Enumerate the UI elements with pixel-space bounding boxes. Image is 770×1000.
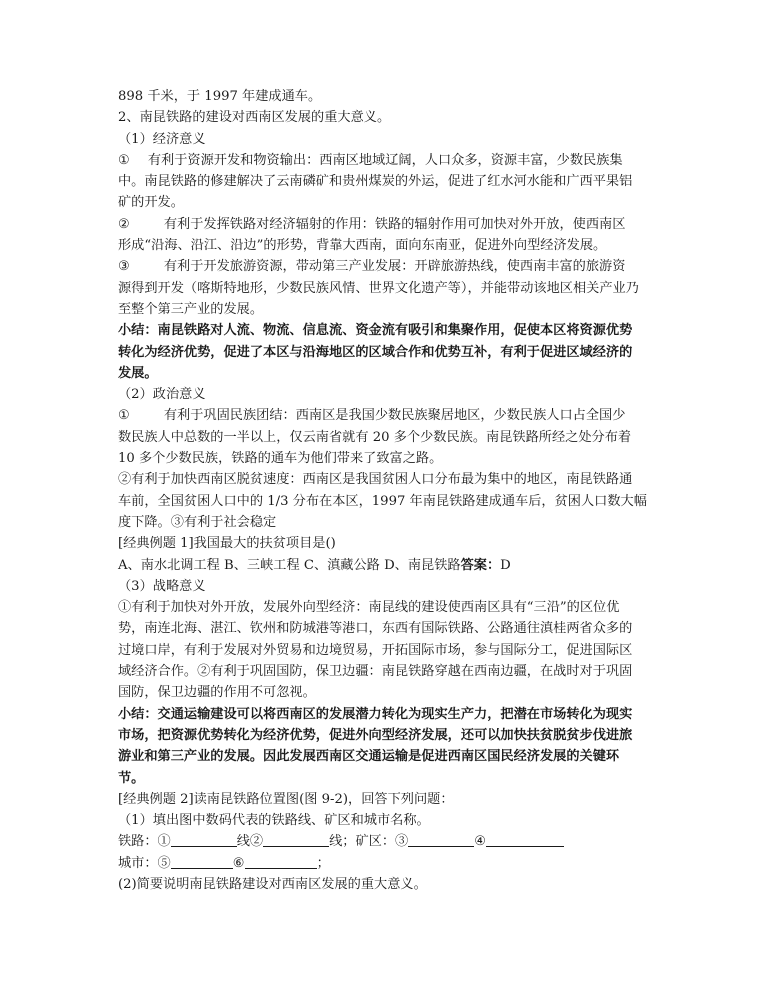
paragraph-line: 度下降。③有利于社会稳定 [118,514,277,530]
answer-blank-6[interactable] [245,854,317,869]
answer-blank-5[interactable] [171,854,233,869]
paragraph-line: 数民族人中总数的一半以上，仅云南省就有 20 多个少数民族。南昆铁路所经之处分布着 [118,429,632,445]
paragraph-line: ① 有利于巩固民族团结：西南区是我国少数民族聚居地区，少数民族人口占全国少 [118,408,626,424]
example-options: A、南水北调工程 B、三峡工程 C、滇藏公路 D、南昆铁路答案：D [118,557,511,573]
subsection-heading: （3）战略意义 [118,578,206,594]
summary-line: 发展。 [118,365,158,381]
paragraph-line: 源得到开发（喀斯特地形，少数民族风情、世界文化遗产等），并能带动该地区相关产业乃 [118,280,639,296]
paragraph-line: 10 多个少数民族，铁路的通车为他们带来了致富之路。 [118,451,443,467]
paragraph-line: 至整个第三产业的发展。 [118,301,264,317]
paragraph-line: ①有利于加快对外开放，发展外向型经济：南昆线的建设使西南区具有“三沿”的区位优 [118,600,620,616]
answer-value: D [500,557,511,573]
summary-line: 市场，把资源优势转化为经济优势，促进外向型经济发展，还可以加快扶贫脱贫步伐进旅 [118,727,633,743]
text-line: 898 千米，于 1997 年建成通车。 [118,89,322,104]
question-line: （1）填出图中数码代表的铁路线、矿区和城市名称。 [118,813,430,829]
summary-line: 小结：交通运输建设可以将西南区的发展潜力转化为现实生产力，把潜在市场转化为现实 [118,706,633,722]
paragraph-line: ② 有利于发挥铁路对经济辐射的作用：铁路的辐射作用可加快对外开放，使西南区 [118,216,626,232]
document-page [118,86,678,895]
summary-line: 小结：南昆铁路对人流、物流、信息流、资金流有吸引和集聚作用，促使本区将资源优势 [118,323,633,339]
summary-line: 游业和第三产业的发展。因此发展西南区交通运输是促进西南区国民经济发展的关键环 [118,749,620,765]
summary-line: 节。 [118,770,145,786]
example-heading: [经典例题 1]我国最大的扶贫项目是() [118,536,336,552]
answer-blank-2[interactable] [263,832,329,847]
question-line: (2)简要说明南昆铁路建设对西南区发展的重大意义。 [118,876,427,892]
paragraph-line: 形成“沿海、沿江、沿边”的形势，背靠大西南，面向东南亚，促进外向型经济发展。 [118,238,607,254]
paragraph-line: 中。南昆铁路的修建解决了云南磷矿和贵州煤炭的外运，促进了红水河水能和广西平果铝 [118,174,633,190]
paragraph-line: 国防，保卫边疆的作用不可忽视。 [118,685,316,701]
paragraph-line: 过境口岸，有利于发展对外贸易和边境贸易，开拓国际市场，参与国际分工，促进国际区 [118,642,633,658]
paragraph-line: ③ 有利于开发旅游资源，带动第三产业发展：开辟旅游热线，使西南丰富的旅游资 [118,259,626,275]
paragraph-line: 矿的开发。 [118,195,184,211]
item-marker: ① [118,408,130,424]
summary-line: 转化为经济优势，促进了本区与沿海地区的区域合作和优势互补，有利于促进区域经济的 [118,344,633,360]
example-heading: [经典例题 2]读南昆铁路位置图(图 9-2)，回答下列问题： [118,791,454,807]
item-marker: ① [118,152,130,168]
item-marker: ③ [118,259,130,275]
answer-blank-1[interactable] [171,832,237,847]
answer-blank-3[interactable] [408,832,474,847]
paragraph-line: 域经济合作。②有利于巩固国防，保卫边疆：南昆铁路穿越在西南边疆，在战时对于巩固 [118,664,633,680]
paragraph-line: ① 有利于资源开发和物资输出：西南区地域辽阔，人口众多，资源丰富，少数民族集 [118,152,623,168]
fill-in-city: 城市：⑤ ⑥ ； [118,855,330,871]
subsection-heading: （1）经济意义 [118,131,206,147]
subsection-heading: （2）政治意义 [118,387,206,403]
answer-label: 答案： [460,557,501,573]
section-heading: 2、南昆铁路的建设对西南区发展的重大意义。 [118,110,391,126]
paragraph-line: 车前，全国贫困人口中的 1/3 分布在本区，1997 年南昆铁路建成通车后，贫困人口数大幅 [118,493,647,509]
paragraph-line: 势，南连北海、湛江、钦州和防城港等港口，东西有国际铁路、公路通往滇桂两省众多的 [118,621,633,637]
answer-blank-4[interactable] [486,832,564,847]
paragraph-line: ②有利于加快西南区脱贫速度：西南区是我国贫困人口分布最为集中的地区，南昆铁路通 [118,472,633,488]
item-marker: ② [118,216,130,232]
fill-in-railway: 铁路：① 线② 线；矿区：③ ④ [118,831,678,852]
